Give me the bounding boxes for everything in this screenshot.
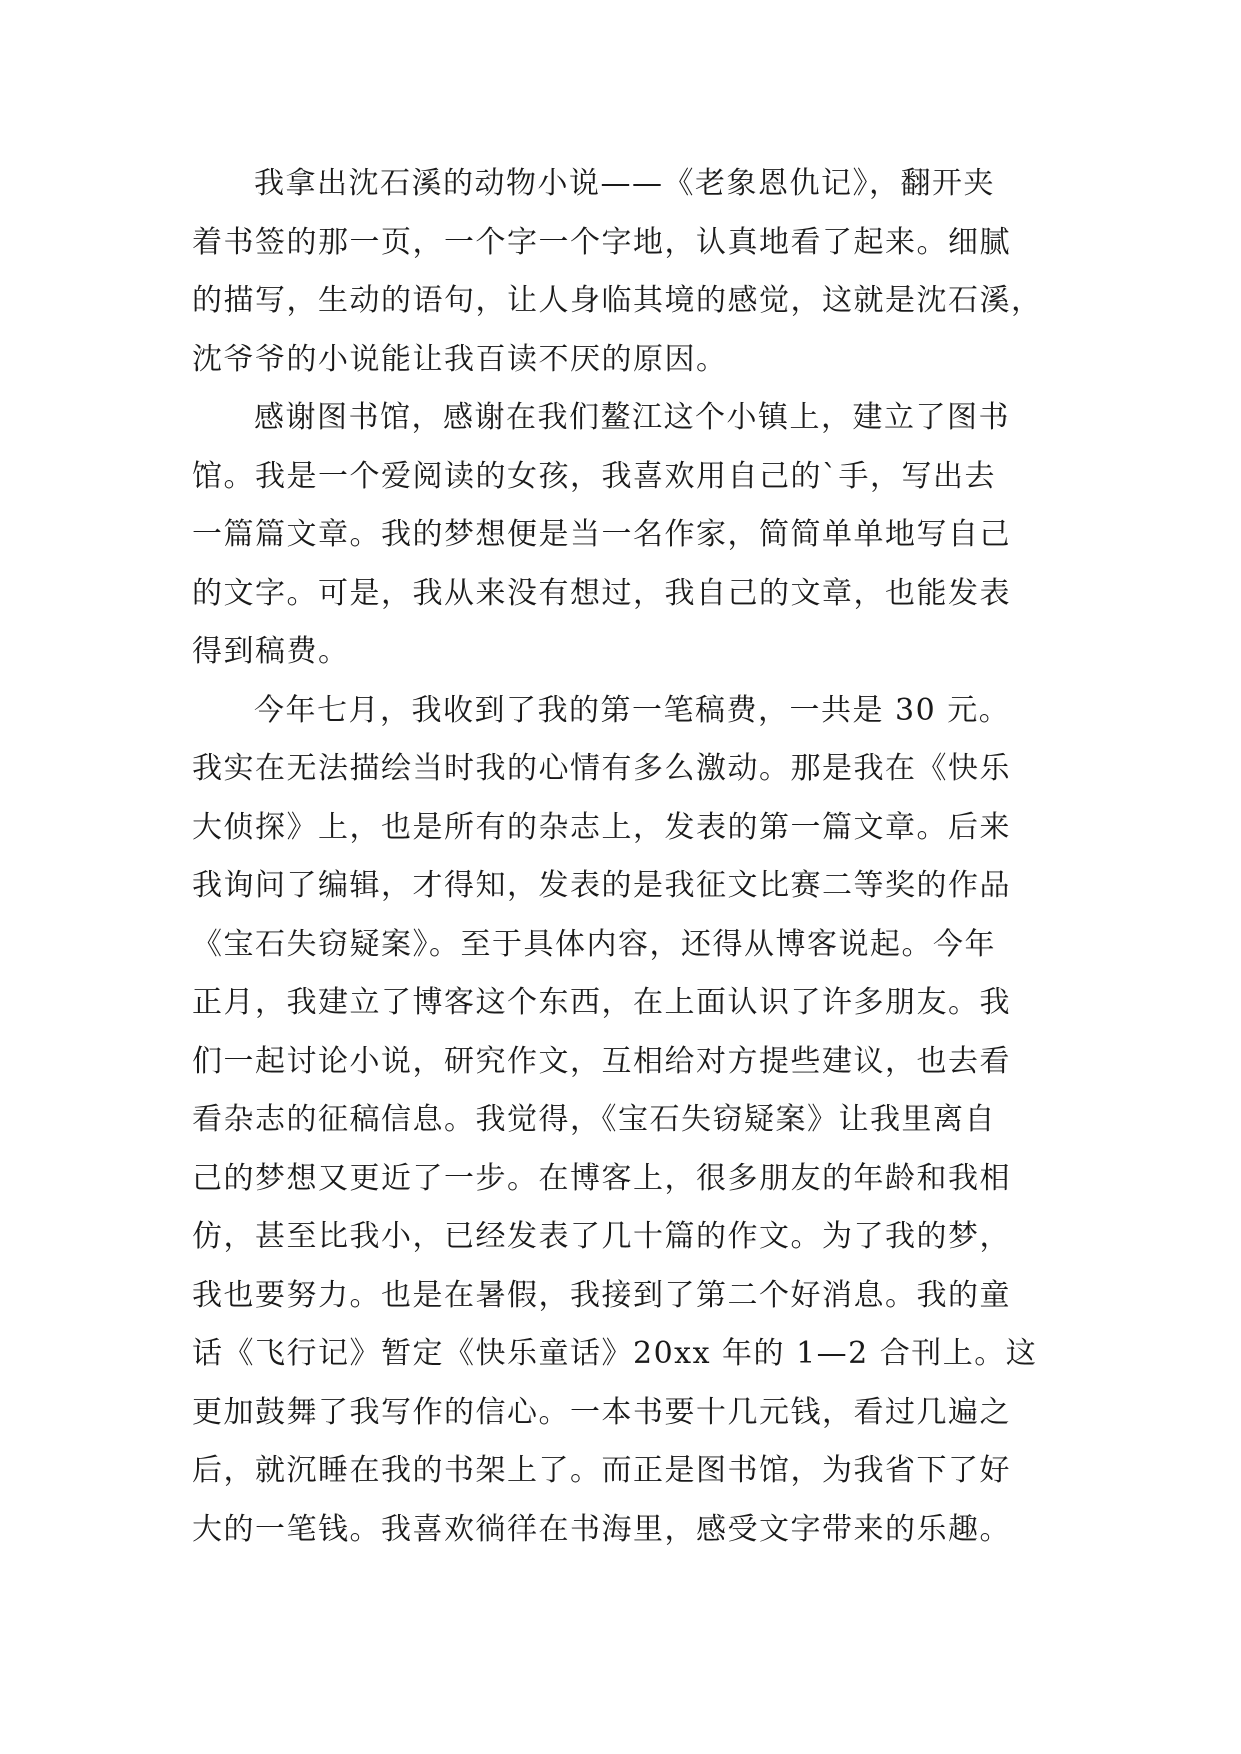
text-line: 己的梦想又更近了一步。在博客上，很多朋友的年龄和我相 <box>192 1160 1011 1196</box>
text-line: 大侦探》上，也是所有的杂志上，发表的第一篇文章。后来 <box>192 809 1011 845</box>
text-line: 一篇篇文章。我的梦想便是当一名作家，简简单单地写自己 <box>192 517 1011 552</box>
text-line: 沈爷爷的小说能让我百读不厌的原因。 <box>192 341 728 377</box>
text-line: 今年七月，我收到了我的第一笔稿费，一共是 30 元。 <box>254 692 1011 728</box>
body-text <box>192 155 1052 1559</box>
text-line: 正月，我建立了博客这个东西，在上面认识了许多朋友。我 <box>192 985 1011 1020</box>
text-line: 后，就沉睡在我的书架上了。而正是图书馆，为我省下了好 <box>192 1453 1011 1488</box>
text-line: 我询问了编辑，才得知，发表的是我征文比赛二等奖的作品 <box>192 868 1011 903</box>
text-line: 们一起讨论小说，研究作文，互相给对方提些建议，也去看 <box>192 1043 1011 1079</box>
text-line: 馆。我是一个爱阅读的女孩，我喜欢用自己的`手，写出去 <box>192 458 996 494</box>
text-line: 的文字。可是，我从来没有想过，我自己的文章，也能发表 <box>192 575 1011 611</box>
text-line: 我实在无法描绘当时我的心情有多么激动。那是我在《快乐 <box>192 751 1011 786</box>
text-line: 看杂志的征稿信息。我觉得，《宝石失窃疑案》让我里离自 <box>192 1102 996 1137</box>
text-line: 着书签的那一页，一个字一个字地，认真地看了起来。细腻 <box>192 224 1011 260</box>
text-line: 我也要努力。也是在暑假，我接到了第二个好消息。我的童 <box>192 1277 1011 1313</box>
text-line: 仿，甚至比我小，已经发表了几十篇的作文。为了我的梦， <box>192 1219 1011 1254</box>
text-line: 大的一笔钱。我喜欢徜徉在书海里，感受文字带来的乐趣。 <box>192 1511 1011 1547</box>
text-line: 《宝石失窃疑案》。至于具体内容，还得从博客说起。今年 <box>192 926 996 962</box>
text-line: 我拿出沈石溪的动物小说——《老象恩仇记》，翻开夹 <box>254 166 995 201</box>
text-line: 更加鼓舞了我写作的信心。一本书要十几元钱，看过几遍之 <box>192 1394 1011 1430</box>
text-line: 感谢图书馆，感谢在我们鳌江这个小镇上，建立了图书 <box>254 400 1010 435</box>
text-line: 得到稿费。 <box>192 634 350 669</box>
text-line: 话《飞行记》暂定《快乐童话》20xx 年的 1—2 合刊上。这 <box>192 1336 1038 1371</box>
text-line: 的描写，生动的语句，让人身临其境的感觉，这就是沈石溪， <box>192 283 1043 318</box>
